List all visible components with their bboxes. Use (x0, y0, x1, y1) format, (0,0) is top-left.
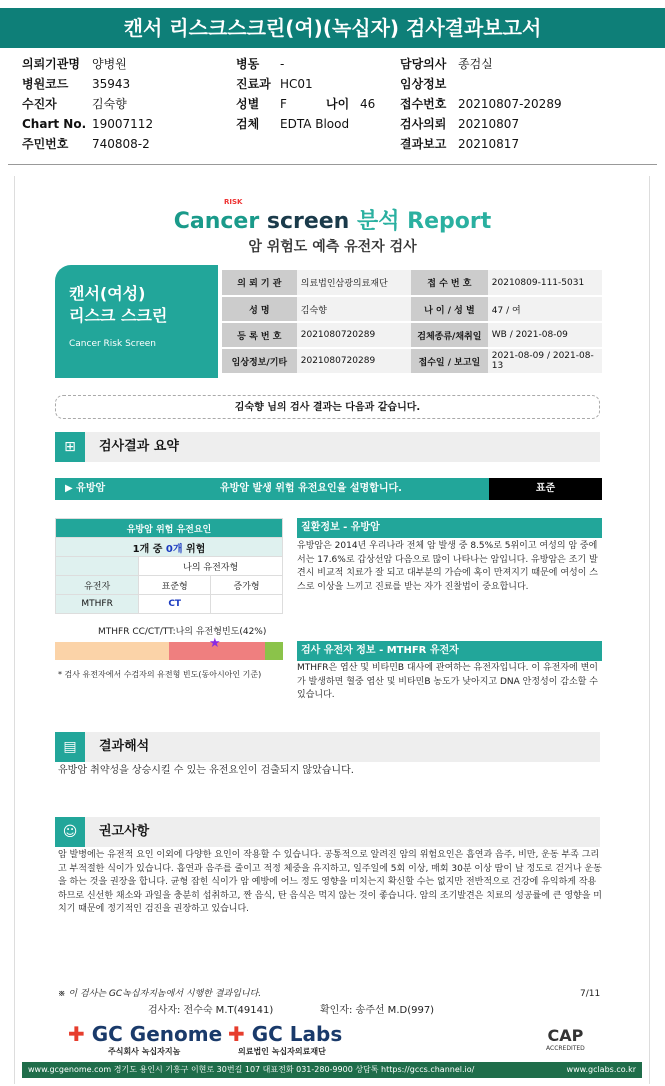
my-genotype-label: 나의 유전자형 (139, 557, 283, 576)
info-value: 47 / 여 (488, 296, 602, 322)
info-row (222, 270, 602, 296)
card-title1: 캔서(여성) (69, 284, 146, 303)
footer-address: www.gcgenome.com 경기도 용인시 기흥구 이현로 30번길 107 대표전화 031-280-9900 상담톡 https://gccs.channel.io/ (28, 1065, 475, 1074)
page-number: 7/11 (580, 989, 601, 999)
gene-info-text: MTHFR은 엽산 및 비타민B 대사에 관여하는 유전자입니다. 이 유전자에 변이가 발생하면 혈중 엽산 및 비타민B 농도가 낮아지고 DNA 안정성이 감소할 수 있습니다. (297, 663, 598, 700)
info-row (222, 348, 602, 374)
header-field (400, 54, 493, 74)
greeting-text: 김숙향 님의 검사 결과는 다음과 같습니다. (234, 402, 421, 413)
people-icon: ☺ (55, 817, 85, 847)
summary-section-header (55, 432, 600, 462)
advice-text: 암 발병에는 유전적 요인 이외에 다양한 요인이 작용할 수 있습니다. 공통적으로 알려진 암의 위험요인은 흡연과 음주, 비만, 운동 부족 그리고 부적절한 식이가 있습니다. 흡연과 음주를 줄이고 적정 체중을 유지하고, 일주일에 5회 이상, 매회 30분 이상 땀이 날 정도로 걷거나 운동을 하는 것을 권장을 합니다. 균형 잡힌 식이가 암 예방에 어느 정도 영향을 미치는지 확신할 수는 없지만 전반적으로 건강에 유익하게 작용하므로 신선한 채소와 과일을 충분히 섭취하고, 짠 음식, 탄 음식은 먹지 않는 것이 좋습니다. 암의 조기발견은 치료의 성공률에 큰 영향을 미치기 때문에 정기적인 검진을 권장하고 있습니다. (58, 850, 602, 914)
gene-name: MTHFR (56, 595, 139, 614)
gc-genome-logo: ✚ GC Genome 주식회사 녹십자지놈 (68, 1022, 223, 1056)
info-value: WB / 2021-08-09 (488, 322, 602, 348)
risk-table-title: 유방암 위험 유전요인 (56, 519, 283, 538)
test-card (55, 265, 218, 378)
header-field-label: Chart No. (22, 117, 87, 131)
footnote: ※ 이 검사는 GC녹십자지놈에서 시행한 결과입니다. (58, 989, 262, 999)
header-field-label: 검체 (236, 117, 260, 131)
header-field-value: 양병원 (92, 57, 127, 71)
info-row (222, 322, 602, 348)
disease-info-title: 질환정보 - 유방암 (297, 518, 602, 538)
logo-risk: RISK (224, 198, 243, 206)
info-value: 2021080720289 (297, 348, 411, 374)
advice-title: 권고사항 (99, 824, 150, 839)
header-field-label: 접수번호 (400, 97, 447, 111)
info-label: 임상정보/기타 (222, 348, 297, 374)
header-field-label: 담당의사 (400, 57, 447, 71)
header-field-value: 20210817 (458, 137, 520, 151)
info-value: 20210809-111-5031 (488, 270, 602, 296)
info-label: 접수일 / 보고일 (411, 348, 488, 374)
cancer-risk-screen-logo (0, 198, 665, 235)
info-label: 접 수 번 호 (411, 270, 488, 296)
info-row (222, 296, 602, 322)
header-field-label: 주민번호 (22, 137, 69, 151)
report-title: 캔서 리스크스크린(여)(녹십자) 검사결과보고서 (0, 8, 665, 48)
bar-cancer: ▶ 유방암 (65, 483, 106, 494)
frequency-note: * 검사 유전자에서 수검자의 유전형 빈도(동아시아인 기준) (58, 670, 262, 679)
header-field (400, 114, 519, 134)
header-field-value: F (280, 97, 287, 111)
header-field (22, 54, 127, 74)
info-value: 김숙향 (297, 296, 411, 322)
header-field-value: 김숙향 (92, 97, 127, 111)
header-field-label: 병동 (236, 57, 260, 71)
frequency-segment (55, 642, 169, 660)
header-field-value: 740808-2 (92, 137, 150, 151)
footer-bar (22, 1062, 642, 1078)
logo-cancer: Cancer (173, 209, 260, 234)
header-field (22, 74, 130, 94)
info-label: 성 명 (222, 296, 297, 322)
header-age: 나이 46 (326, 97, 376, 111)
interpretation-title: 결과해석 (99, 739, 150, 754)
gene-increased-value (211, 595, 283, 614)
info-value: 의료법인삼광의료재단 (297, 270, 411, 296)
card-title2: 리스크 스크린 (69, 306, 168, 325)
patient-info-table (222, 270, 602, 375)
gc-labs-logo: ✚ GC Labs 의료법인 녹십자의료재단 (228, 1022, 343, 1056)
logo-report: 분석 Report (357, 209, 492, 234)
advice-section-header (55, 817, 600, 847)
header-field (236, 114, 349, 134)
frequency-scale (55, 642, 283, 660)
interpretation-section-header (55, 732, 600, 762)
frequency-segment (265, 642, 283, 660)
summary-title: 검사결과 요약 (99, 439, 179, 454)
header-field-value: EDTA Blood (280, 117, 350, 131)
logo-screen: screen (266, 209, 350, 234)
info-label: 등 록 번 호 (222, 322, 297, 348)
header-field (22, 134, 150, 154)
frequency-label: MTHFR CC/CT/TT:나의 유전형빈도(42%) (98, 627, 267, 637)
header-field-value: HC01 (280, 77, 313, 91)
plus-doc-icon: ⊞ (55, 432, 85, 462)
header-field (400, 134, 519, 154)
header-field (236, 54, 284, 74)
header-field-label: 의뢰기관명 (22, 57, 80, 71)
info-label: 나 이 / 성 별 (411, 296, 488, 322)
bar-description: 유방암 발생 위험 유전요인을 설명합니다. (220, 483, 402, 494)
header-field-label: 수진자 (22, 97, 57, 111)
greeting-box (55, 395, 600, 419)
header-field (22, 114, 153, 134)
header-field-value: 19007112 (92, 117, 154, 131)
interpretation-text: 유방암 취약성을 상승시킬 수 있는 유전요인이 검출되지 않았습니다. (58, 765, 354, 776)
header-field-label: 진료과 (236, 77, 271, 91)
gene-info-title: 검사 유전자 정보 - MTHFR 유전자 (297, 641, 602, 661)
header-field-value: 35943 (92, 77, 131, 91)
gene-standard-value: CT (139, 595, 211, 614)
header-field (400, 74, 458, 94)
header-field-value: 종검실 (458, 57, 493, 71)
risk-level-badge: 표준 (489, 478, 602, 500)
info-value: 2021-08-09 / 2021-08-13 (488, 348, 602, 374)
header-field (236, 94, 287, 114)
col-standard: 표준형 (139, 576, 211, 595)
report-subtitle: 암 위험도 예측 유전자 검사 (248, 239, 417, 255)
confirmer: 확인자: 송주선 M.D(997) (320, 1005, 435, 1016)
header-field (22, 94, 127, 114)
col-gene: 유전자 (56, 576, 139, 595)
info-value: 2021080720289 (297, 322, 411, 348)
risk-factor-table (55, 518, 283, 614)
col-increased: 증가형 (211, 576, 283, 595)
header-field-value: 20210807 (458, 117, 520, 131)
cap-logo: CAP ACCREDITED (546, 1026, 585, 1052)
header-field-label: 검사의뢰 (400, 117, 447, 131)
star-marker-icon: ★ (209, 636, 221, 651)
disease-info-text: 유방암은 2014년 우리나라 전체 암 발생 중 8.5%로 5위이고 여성의 암 중에서는 17.6%로 갑상선암 다음으로 많이 나타나는 암입니다. 유방암은 조기 발견시 비교적 치료가 잘 되고 대부분의 가슴에 혹이 만져지기 때문에 여성이 스스로 이상을 느끼고 진료를 받는 자가 진찰법이 중요합니다. (297, 541, 598, 592)
gc-genome-sub: 주식회사 녹십자지놈 (108, 1047, 181, 1056)
card-subtitle: Cancer Risk Screen (69, 339, 157, 349)
header-field-label: 병원코드 (22, 77, 69, 91)
gc-labs-sub: 의료법인 녹십자의료재단 (238, 1047, 326, 1056)
header-field (236, 74, 313, 94)
header-field-label: 결과보고 (400, 137, 447, 151)
divider (8, 164, 657, 165)
header-field-label: 성별 (236, 97, 260, 111)
header-field-value: - (280, 57, 285, 71)
footer-website[interactable]: www.gclabs.co.kr (566, 1065, 636, 1074)
header-field-label: 임상정보 (400, 77, 447, 91)
examiner: 검사자: 전수숙 M.T(49141) (148, 1005, 274, 1016)
risk-count: 1개 중 0개 위험 (56, 538, 283, 557)
header-field-value: 20210807-20289 (458, 97, 562, 111)
info-label: 검체종류/채취일 (411, 322, 488, 348)
info-label: 의 뢰 기 관 (222, 270, 297, 296)
clipboard-icon: ▤ (55, 732, 85, 762)
cancer-result-bar (55, 478, 602, 500)
header-field (400, 94, 562, 114)
